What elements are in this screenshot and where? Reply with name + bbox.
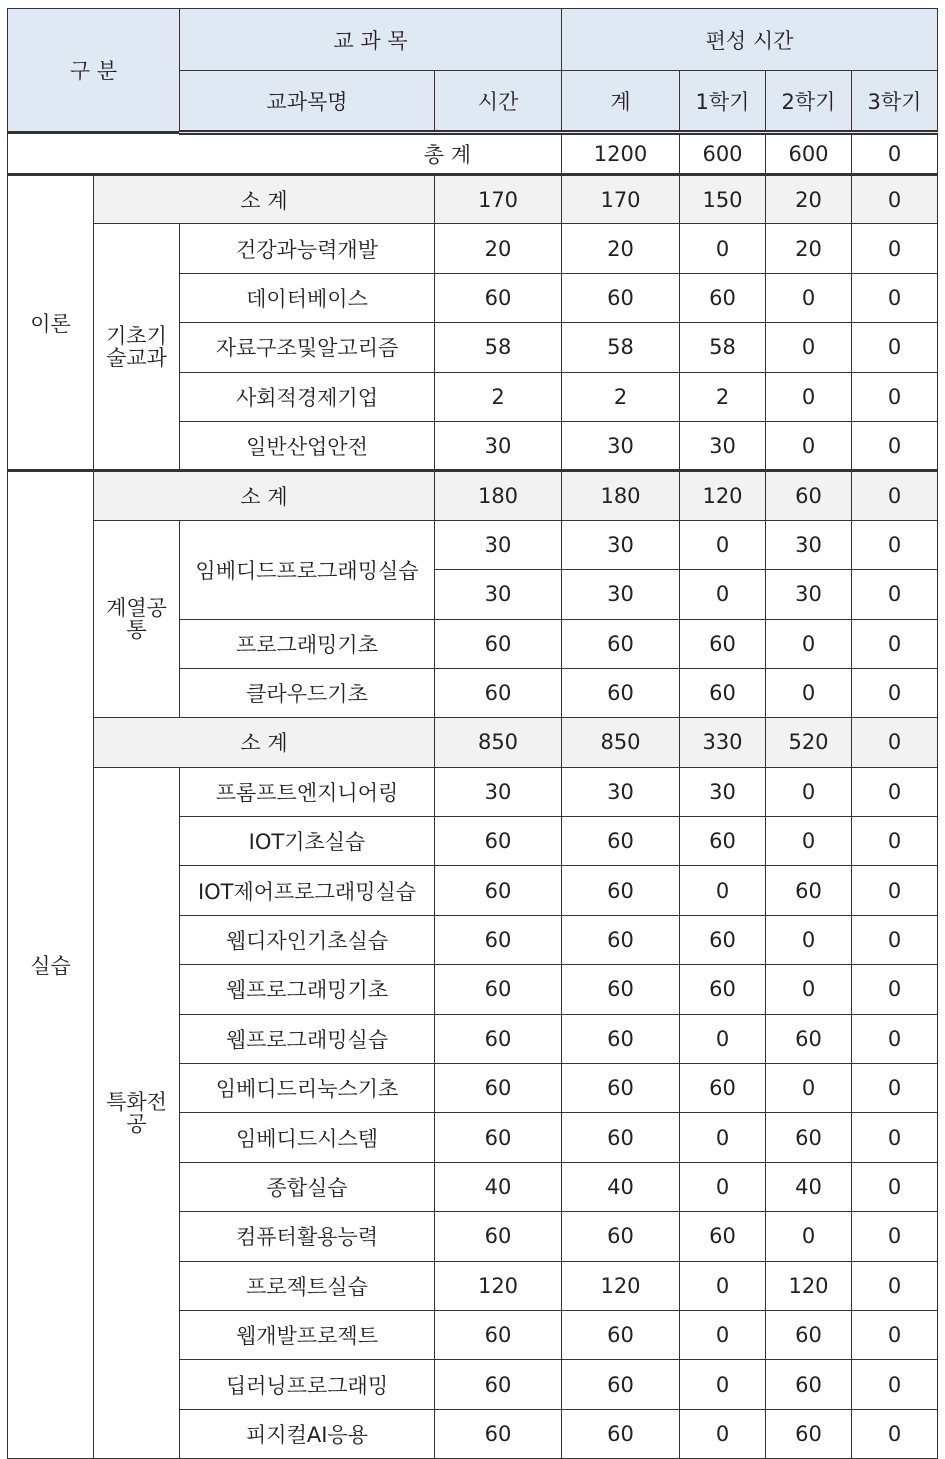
subject-sem3: 0 [852,1409,938,1458]
subject-name: 딥러닝프로그래밍 [180,1360,435,1409]
subject-sem3: 0 [852,273,938,322]
subject-sem2: 0 [766,965,852,1014]
subject-name: 건강과능력개발 [180,224,435,273]
subtotal-sem3: 0 [852,175,938,224]
subject-name: 컴퓨터활용능력 [180,1212,435,1261]
section-label: 이론 [8,175,94,471]
subject-sem3: 0 [852,866,938,915]
subtotal-sem2: 60 [766,471,852,520]
subject-total: 20 [562,224,680,273]
grand-total-row [8,133,938,175]
subject-name: 사회적경제기업 [180,372,435,421]
subject-sem2: 60 [766,1360,852,1409]
subject-sem3: 0 [852,1014,938,1063]
subject-sem2: 0 [766,372,852,421]
subject-sem2: 0 [766,915,852,964]
grand-total-total: 1200 [562,133,680,175]
subject-total: 60 [562,1360,680,1409]
subject-sem1: 0 [680,1014,766,1063]
subject-sem1: 60 [680,668,766,717]
subject-sem1: 0 [680,866,766,915]
subject-sem1: 2 [680,372,766,421]
subject-name: 자료구조및알고리즘 [180,323,435,372]
subtotal-sem3: 0 [852,718,938,767]
subject-sem1: 0 [680,1162,766,1211]
header-hours: 시간 [435,71,562,133]
subject-sem1: 60 [680,273,766,322]
header-subject-name: 교과목명 [180,71,435,133]
header-sem3: 3학기 [852,71,938,133]
header-category: 구 분 [8,9,180,133]
subject-hours: 58 [435,323,562,372]
grand-total-label: 총 계 [8,133,562,175]
header-schedule: 편성 시간 [562,9,938,71]
table-body [8,133,938,1459]
subtotal-total: 180 [562,471,680,520]
subtotal-sem1: 150 [680,175,766,224]
subject-hours: 20 [435,224,562,273]
subject-name: 임베디드프로그래밍실습 [180,520,435,619]
subject-hours: 60 [435,866,562,915]
subject-sem1: 60 [680,1212,766,1261]
subject-total: 30 [562,421,680,470]
subject-sem2: 60 [766,1310,852,1359]
subject-sem1: 60 [680,915,766,964]
group-label: 기초기술교과 [94,224,180,471]
table-row [8,767,938,816]
subject-name: 프롬프트엔지니어링 [180,767,435,816]
subtotal-sem3: 0 [852,471,938,520]
subject-sem3: 0 [852,1162,938,1211]
subject-total: 60 [562,817,680,866]
subject-total: 30 [562,767,680,816]
subject-sem2: 0 [766,421,852,470]
subtotal-label: 소 계 [94,718,435,767]
subject-hours: 2 [435,372,562,421]
subject-sem3: 0 [852,1113,938,1162]
subject-sem2: 30 [766,570,852,619]
subject-sem1: 0 [680,570,766,619]
subject-hours: 60 [435,1310,562,1359]
subject-sem2: 120 [766,1261,852,1310]
subject-hours: 60 [435,1113,562,1162]
subject-sem1: 0 [680,224,766,273]
subject-sem2: 0 [766,273,852,322]
subject-sem1: 0 [680,1113,766,1162]
subtotal-sem1: 120 [680,471,766,520]
subject-sem1: 0 [680,520,766,569]
subject-hours: 30 [435,421,562,470]
subject-sem3: 0 [852,421,938,470]
subject-total: 30 [562,570,680,619]
subject-name: 임베디드리눅스기초 [180,1064,435,1113]
subject-sem2: 60 [766,1014,852,1063]
subject-name: IOT기초실습 [180,817,435,866]
subject-hours: 60 [435,915,562,964]
subject-total: 60 [562,668,680,717]
subject-sem2: 30 [766,520,852,569]
subject-sem2: 0 [766,668,852,717]
subject-total: 120 [562,1261,680,1310]
subject-total: 58 [562,323,680,372]
subtotal-sem1: 330 [680,718,766,767]
subject-total: 60 [562,1409,680,1458]
subject-total: 30 [562,520,680,569]
subtotal-hours: 850 [435,718,562,767]
subject-sem1: 60 [680,965,766,1014]
header-sem2: 2학기 [766,71,852,133]
subject-hours: 60 [435,1409,562,1458]
subject-sem2: 0 [766,1064,852,1113]
group-label: 계열공통 [94,520,180,718]
subject-sem3: 0 [852,1261,938,1310]
subject-sem1: 60 [680,817,766,866]
subtotal-total: 170 [562,175,680,224]
table-row [8,520,938,569]
subject-name: 임베디드시스템 [180,1113,435,1162]
subject-name: 웹프로그래밍기초 [180,965,435,1014]
subject-sem3: 0 [852,1310,938,1359]
subject-hours: 60 [435,1360,562,1409]
subject-hours: 40 [435,1162,562,1211]
subject-hours: 60 [435,273,562,322]
subject-hours: 60 [435,1014,562,1063]
subject-total: 60 [562,965,680,1014]
subject-total: 60 [562,1014,680,1063]
subject-sem2: 60 [766,866,852,915]
subtotal-row [8,471,938,520]
section-label: 실습 [8,471,94,1459]
subject-hours: 30 [435,570,562,619]
group-label: 특화전공 [94,767,180,1458]
subject-sem1: 58 [680,323,766,372]
subject-total: 40 [562,1162,680,1211]
subject-name: 피지컬AI응용 [180,1409,435,1458]
subject-name: 종합실습 [180,1162,435,1211]
table-row [8,224,938,273]
subject-sem3: 0 [852,817,938,866]
subject-sem3: 0 [852,619,938,668]
subject-name: 웹프로그래밍실습 [180,1014,435,1063]
subject-sem3: 0 [852,570,938,619]
subject-hours: 60 [435,668,562,717]
subject-sem1: 30 [680,421,766,470]
subtotal-hours: 180 [435,471,562,520]
subject-total: 60 [562,1212,680,1261]
subject-sem1: 0 [680,1360,766,1409]
subject-sem1: 0 [680,1310,766,1359]
subject-sem2: 0 [766,1212,852,1261]
subject-total: 60 [562,273,680,322]
subject-sem1: 0 [680,1409,766,1458]
subject-total: 2 [562,372,680,421]
subject-sem2: 40 [766,1162,852,1211]
subtotal-row [8,718,938,767]
subject-sem3: 0 [852,668,938,717]
subject-total: 60 [562,1310,680,1359]
subject-sem2: 0 [766,767,852,816]
subject-sem3: 0 [852,520,938,569]
subject-sem2: 20 [766,224,852,273]
subject-total: 60 [562,866,680,915]
subject-name: 프로그래밍기초 [180,619,435,668]
subject-hours: 60 [435,1064,562,1113]
subject-total: 60 [562,619,680,668]
subject-hours: 60 [435,817,562,866]
subject-hours: 120 [435,1261,562,1310]
subject-sem2: 0 [766,323,852,372]
subject-name: 데이터베이스 [180,273,435,322]
subject-name: 일반산업안전 [180,421,435,470]
subject-name: IOT제어프로그래밍실습 [180,866,435,915]
subject-sem2: 0 [766,817,852,866]
header-subjects: 교 과 목 [180,9,562,71]
grand-total-sem3: 0 [852,133,938,175]
subject-sem3: 0 [852,767,938,816]
subject-hours: 60 [435,965,562,1014]
subtotal-label: 소 계 [94,175,435,224]
subject-sem1: 60 [680,1064,766,1113]
subject-sem1: 30 [680,767,766,816]
subtotal-total: 850 [562,718,680,767]
subtotal-sem2: 20 [766,175,852,224]
curriculum-table [7,8,938,1459]
subject-total: 60 [562,1113,680,1162]
subject-sem2: 60 [766,1113,852,1162]
subject-name: 프로젝트실습 [180,1261,435,1310]
subject-sem3: 0 [852,1064,938,1113]
subject-hours: 30 [435,520,562,569]
subject-sem1: 60 [680,619,766,668]
subject-sem3: 0 [852,323,938,372]
table-row [8,175,938,224]
grand-total-sem1: 600 [680,133,766,175]
subject-hours: 60 [435,1212,562,1261]
subject-sem3: 0 [852,1360,938,1409]
subject-sem2: 60 [766,1409,852,1458]
subject-sem3: 0 [852,224,938,273]
subject-total: 60 [562,915,680,964]
subtotal-sem2: 520 [766,718,852,767]
subject-sem1: 0 [680,1261,766,1310]
subject-sem3: 0 [852,372,938,421]
subtotal-hours: 170 [435,175,562,224]
subject-sem3: 0 [852,1212,938,1261]
subtotal-label: 소 계 [94,471,435,520]
subject-name: 클라우드기초 [180,668,435,717]
grand-total-sem2: 600 [766,133,852,175]
subject-sem3: 0 [852,965,938,1014]
header-total: 계 [562,71,680,133]
subject-hours: 60 [435,619,562,668]
subject-name: 웹개발프로젝트 [180,1310,435,1359]
subject-sem2: 0 [766,619,852,668]
subject-name: 웹디자인기초실습 [180,915,435,964]
subject-total: 60 [562,1064,680,1113]
subject-hours: 30 [435,767,562,816]
subject-sem3: 0 [852,915,938,964]
header-sem1: 1학기 [680,71,766,133]
